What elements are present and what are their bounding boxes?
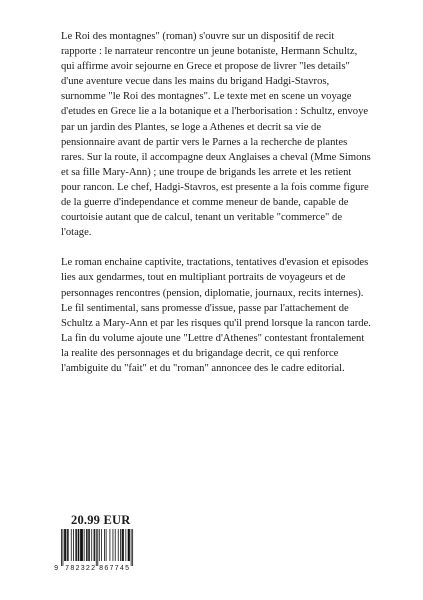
barcode-bar bbox=[96, 529, 97, 566]
barcode-bar bbox=[97, 529, 98, 566]
barcode-bar bbox=[67, 529, 68, 561]
barcode-bar bbox=[118, 529, 119, 561]
barcode-bar bbox=[125, 529, 126, 561]
barcode-bar bbox=[71, 529, 72, 561]
barcode-bar bbox=[91, 529, 92, 561]
barcode-bar bbox=[113, 529, 114, 561]
barcode-bar bbox=[94, 529, 95, 561]
barcode-bars bbox=[54, 529, 134, 566]
barcode-bar bbox=[128, 529, 129, 561]
barcode-bar bbox=[81, 529, 82, 561]
barcode-bar bbox=[61, 529, 62, 566]
barcode-bar bbox=[132, 529, 133, 566]
barcode-bar bbox=[81, 529, 82, 561]
barcode-bar bbox=[128, 529, 129, 561]
barcode-bar bbox=[65, 529, 66, 561]
summary-text bbox=[61, 29, 371, 376]
barcode-bar bbox=[80, 529, 81, 561]
barcode-bar bbox=[88, 529, 89, 561]
barcode-bar bbox=[89, 529, 90, 561]
barcode-bar bbox=[78, 529, 79, 561]
barcode-bar bbox=[101, 529, 102, 561]
barcode-bar bbox=[64, 529, 65, 561]
barcode-bar bbox=[84, 529, 85, 561]
summary-paragraph-1: Le Roi des montagnes" (roman) s'ouvre sur un dispositif de recit rapporte : le narrateur rencontre un jeune botaniste, Hermann Schultz, qui affirme avoir sejourne en Grece et propose de livrer "les details" d'une aventure vecue dans les mains du brigand Hadgi-Stavros, surnomme "le Roi des montagnes". Le texte met en scene un voyage d'etudes en Grece lie a la botanique et a l'herborisation : Schultz, envoye par un jardin des Plantes, se loge a Athenes et decrit sa vie de pensionnaire avant de partir vers le Parnes a la recherche de plantes rares. Sur la route, il accompagne deux Anglaises a cheval (Mme Simons et sa fille Mary-Ann) ; une troupe de brigands les arrete et les retient pour rancon. Le chef, Hadgi-Stavros, est presente a la fois comme figure de la guerre d'independance et comme meneur de bande, capable de courtoisie autant que de calcul, tenant un veritable "commerce" de l'otage. bbox=[61, 31, 371, 239]
barcode-bar bbox=[76, 529, 77, 561]
barcode-bar bbox=[73, 529, 74, 561]
barcode-bar bbox=[99, 529, 100, 561]
barcode-lead-digit: 9 bbox=[54, 565, 59, 573]
barcode-bar bbox=[82, 529, 83, 561]
barcode-bar bbox=[66, 529, 67, 561]
isbn-barcode bbox=[54, 529, 134, 574]
barcode-bar bbox=[129, 529, 130, 561]
barcode-bar bbox=[122, 529, 123, 561]
barcode-bar bbox=[87, 529, 88, 561]
barcode-bar bbox=[63, 529, 64, 566]
barcode-bar bbox=[94, 529, 95, 561]
barcode-bar bbox=[104, 529, 105, 561]
barcode-bar bbox=[123, 529, 124, 561]
summary-paragraph-2: Le roman enchaine captivite, tractations, tentatives d'evasion et episodes lies aux gendarmes, tout en multipliant portraits de voyageurs et de personnages rencontres (pension, diplomatie, journaux, recits internes). Le fil sentimental, sans promesse d'issue, passe par l'attachement de Schultz a Mary-Ann et par les risques qu'il prend lorsque la rancon tarde. La fin du volume ajoute une "Lettre d'Athenes" contestant frontalement la realite des personnages et du brigandage decrit, ce qui renforce l'ambiguite du "fait" et du "roman" annoncee des le cadre editorial. bbox=[61, 257, 371, 374]
barcode-digits-left: 782322 bbox=[65, 565, 97, 573]
barcode-bar bbox=[110, 529, 111, 561]
barcode-digits-right: 867745 bbox=[99, 565, 131, 573]
barcode-bar bbox=[131, 529, 132, 566]
barcode-bar bbox=[115, 529, 116, 561]
barcode-bar bbox=[120, 529, 121, 561]
barcode-bar bbox=[68, 529, 69, 561]
barcode-bar bbox=[122, 529, 123, 561]
barcode-bar bbox=[106, 529, 107, 561]
barcode-bar bbox=[78, 529, 79, 561]
price-label: 20.99 EUR bbox=[71, 513, 131, 527]
barcode-bar bbox=[75, 529, 76, 561]
barcode-bar bbox=[86, 529, 87, 561]
